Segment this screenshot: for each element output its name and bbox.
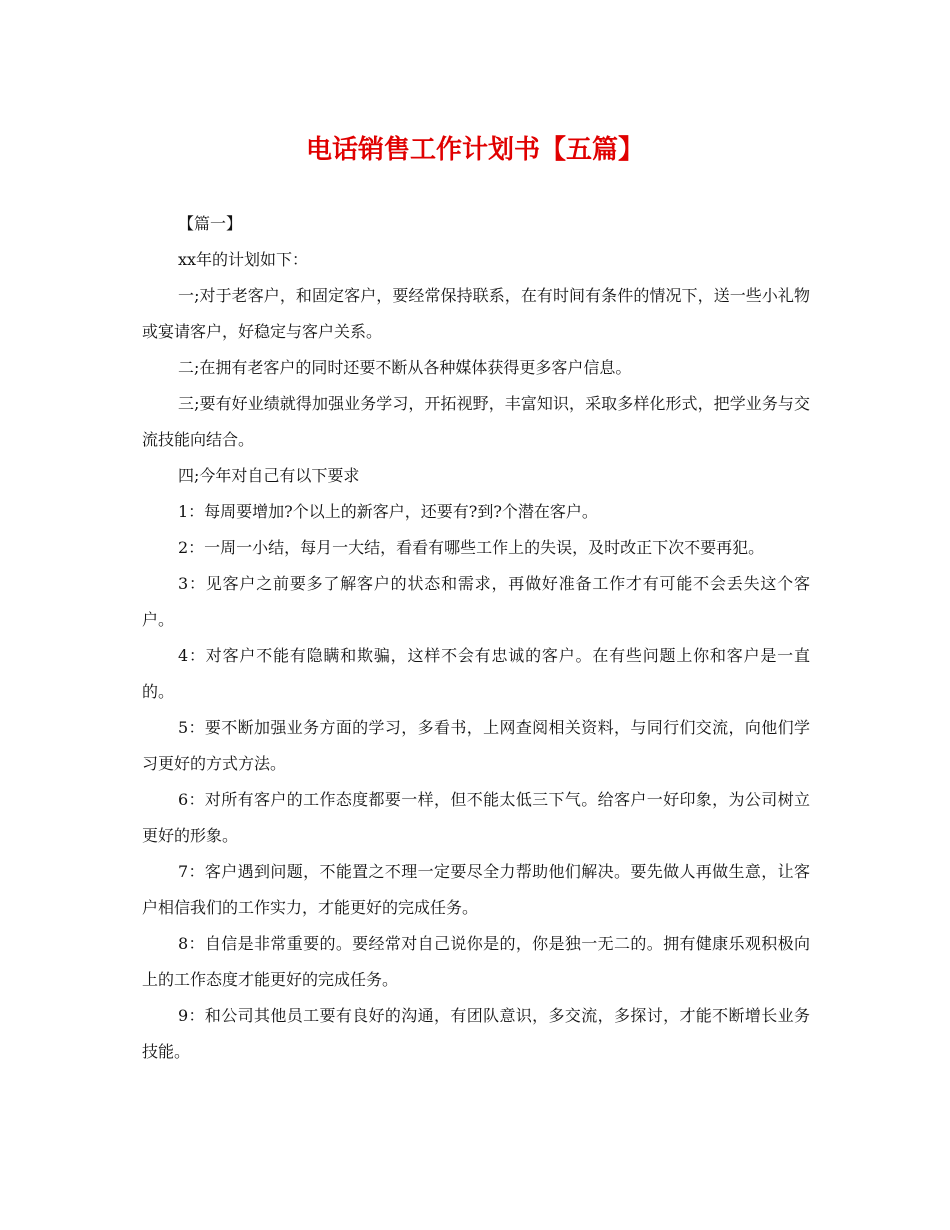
requirement-1: 1：每周要增加?个以上的新客户，还要有?到?个潜在客户。 bbox=[178, 502, 598, 521]
requirement-7: 7：客户遇到问题，不能置之不理一定要尽全力帮助他们解决。要先做人再做生意，让客户相信我们的工作实力，才能更好的完成任务。 bbox=[142, 862, 810, 917]
plan-item-1: 一;对于老客户，和固定客户，要经常保持联系，在有时间有条件的情况下，送一些小礼物或宴请客户，好稳定与客户关系。 bbox=[142, 286, 810, 341]
requirement-2: 2：一周一小结，每月一大结，看看有哪些工作上的失误，及时改正下次不要再犯。 bbox=[178, 538, 765, 557]
document-title: 电话销售工作计划书【五篇】 bbox=[305, 135, 644, 165]
document-body bbox=[142, 206, 810, 1070]
plan-item-2: 二;在拥有老客户的同时还要不断从各种媒体获得更多客户信息。 bbox=[178, 358, 632, 377]
requirement-9: 9：和公司其他员工要有良好的沟通，有团队意识，多交流，多探讨，才能不断增长业务技能。 bbox=[142, 1006, 810, 1061]
plan-item-4: 四;今年对自己有以下要求 bbox=[178, 466, 360, 485]
intro-paragraph: xx年的计划如下： bbox=[178, 250, 309, 269]
section-heading: 【篇一】 bbox=[178, 214, 243, 233]
requirement-4: 4：对客户不能有隐瞒和欺骗，这样不会有忠诚的客户。在有些问题上你和客户是一直的。 bbox=[142, 646, 810, 701]
requirement-3: 3：见客户之前要多了解客户的状态和需求，再做好准备工作才有可能不会丢失这个客户。 bbox=[142, 574, 810, 629]
requirement-6: 6：对所有客户的工作态度都要一样，但不能太低三下气。给客户一好印象，为公司树立更好的形象。 bbox=[142, 790, 810, 845]
requirement-8: 8：自信是非常重要的。要经常对自己说你是的，你是独一无二的。拥有健康乐观积极向上的工作态度才能更好的完成任务。 bbox=[142, 934, 810, 989]
plan-item-3: 三;要有好业绩就得加强业务学习，开拓视野，丰富知识，采取多样化形式，把学业务与交流技能向结合。 bbox=[142, 394, 810, 449]
requirement-5: 5：要不断加强业务方面的学习，多看书，上网查阅相关资料，与同行们交流，向他们学习更好的方式方法。 bbox=[142, 718, 810, 773]
